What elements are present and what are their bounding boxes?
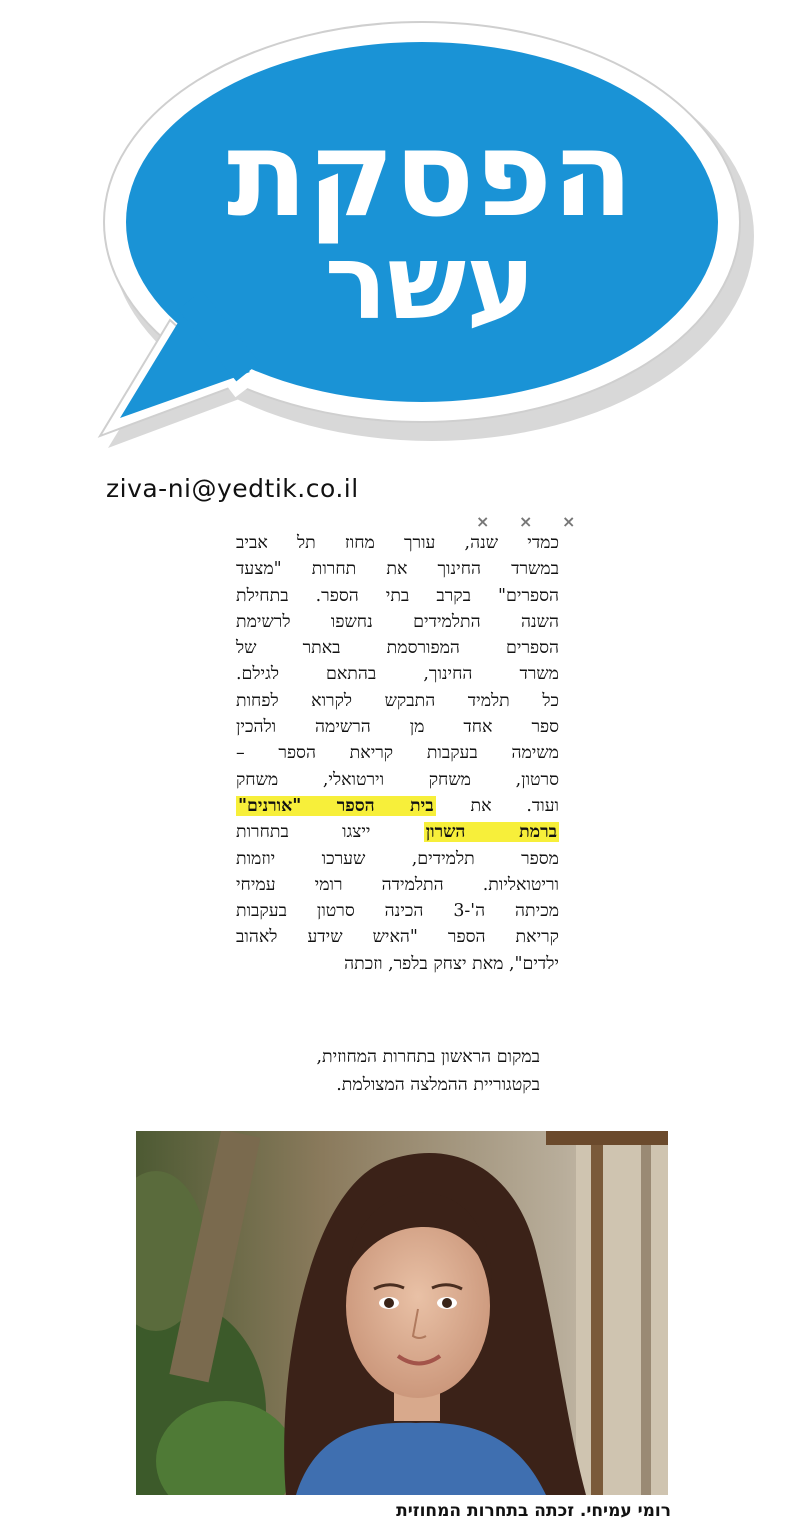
article-line: כמדי שנה, עורך מחוז תל אביב	[236, 533, 559, 553]
closing-line: במקום הראשון בתחרות המחוזית,	[316, 1047, 540, 1067]
highlighted-school-name: בית הספר "אורנים"	[238, 795, 434, 816]
article-line: סרטון, משחק וירטואלי, משחק	[236, 769, 559, 790]
article-line: במשרד החינוך את תחרות "מצעד	[236, 559, 559, 580]
closing-line: בקטגוריית ההמלצה המצולמת.	[336, 1075, 540, 1095]
article-line: משרד החינוך, בהתאם לגילם.	[236, 664, 559, 685]
article-body	[236, 530, 559, 977]
highlighted-city-name: ברמת השרון	[425, 822, 557, 843]
article-line: קריאת הספר "האיש שידע לאהוב	[236, 927, 559, 948]
article-closing	[260, 1043, 540, 1099]
article-line: הספרים המפורסמת באתר של	[236, 638, 559, 659]
article-line: מכיתה ה'-3 הכינה סרטון בעקבות	[236, 901, 560, 922]
article-line: משימה בעקבות קריאת הספר –	[236, 743, 559, 764]
photo-caption: רומי עמיחי. זכתה בתחרות המחוזית	[396, 1501, 671, 1521]
logo-line1: הפסקת	[226, 105, 634, 243]
article-line: ילדים", מאת יצחק בלפר, וזכתה	[344, 953, 559, 974]
article-line: ספר אחד מן הרשימה ולהכין	[236, 717, 559, 738]
logo-speech-bubble	[0, 0, 804, 460]
byline-email: ziva-ni@yedtik.co.il	[106, 474, 359, 503]
article-text: ועוד. את	[435, 795, 560, 816]
student-photo	[136, 1131, 668, 1495]
article-line: הספרים" בקרב בתי הספר. בתחילת	[236, 585, 559, 606]
article-line: מספר תלמידים, שערכו יוזמות	[236, 848, 559, 869]
logo-line2: עשר	[324, 221, 536, 343]
article-line: כל תלמיד התבקש לקרוא לפחות	[236, 690, 559, 711]
speech-bubble-icon	[0, 0, 804, 460]
section-separator: × × ×	[476, 512, 588, 531]
article-line-highlight-1	[236, 793, 559, 819]
article-line: וריטואליות. התלמידה רומי עמיחי	[236, 874, 559, 895]
article-line: השנה התלמידים נחשפו לרשימת	[236, 611, 559, 632]
article-line-highlight-2	[236, 819, 559, 845]
portrait-image	[136, 1131, 668, 1495]
article-text: ייצגו בתחרות	[236, 822, 424, 843]
